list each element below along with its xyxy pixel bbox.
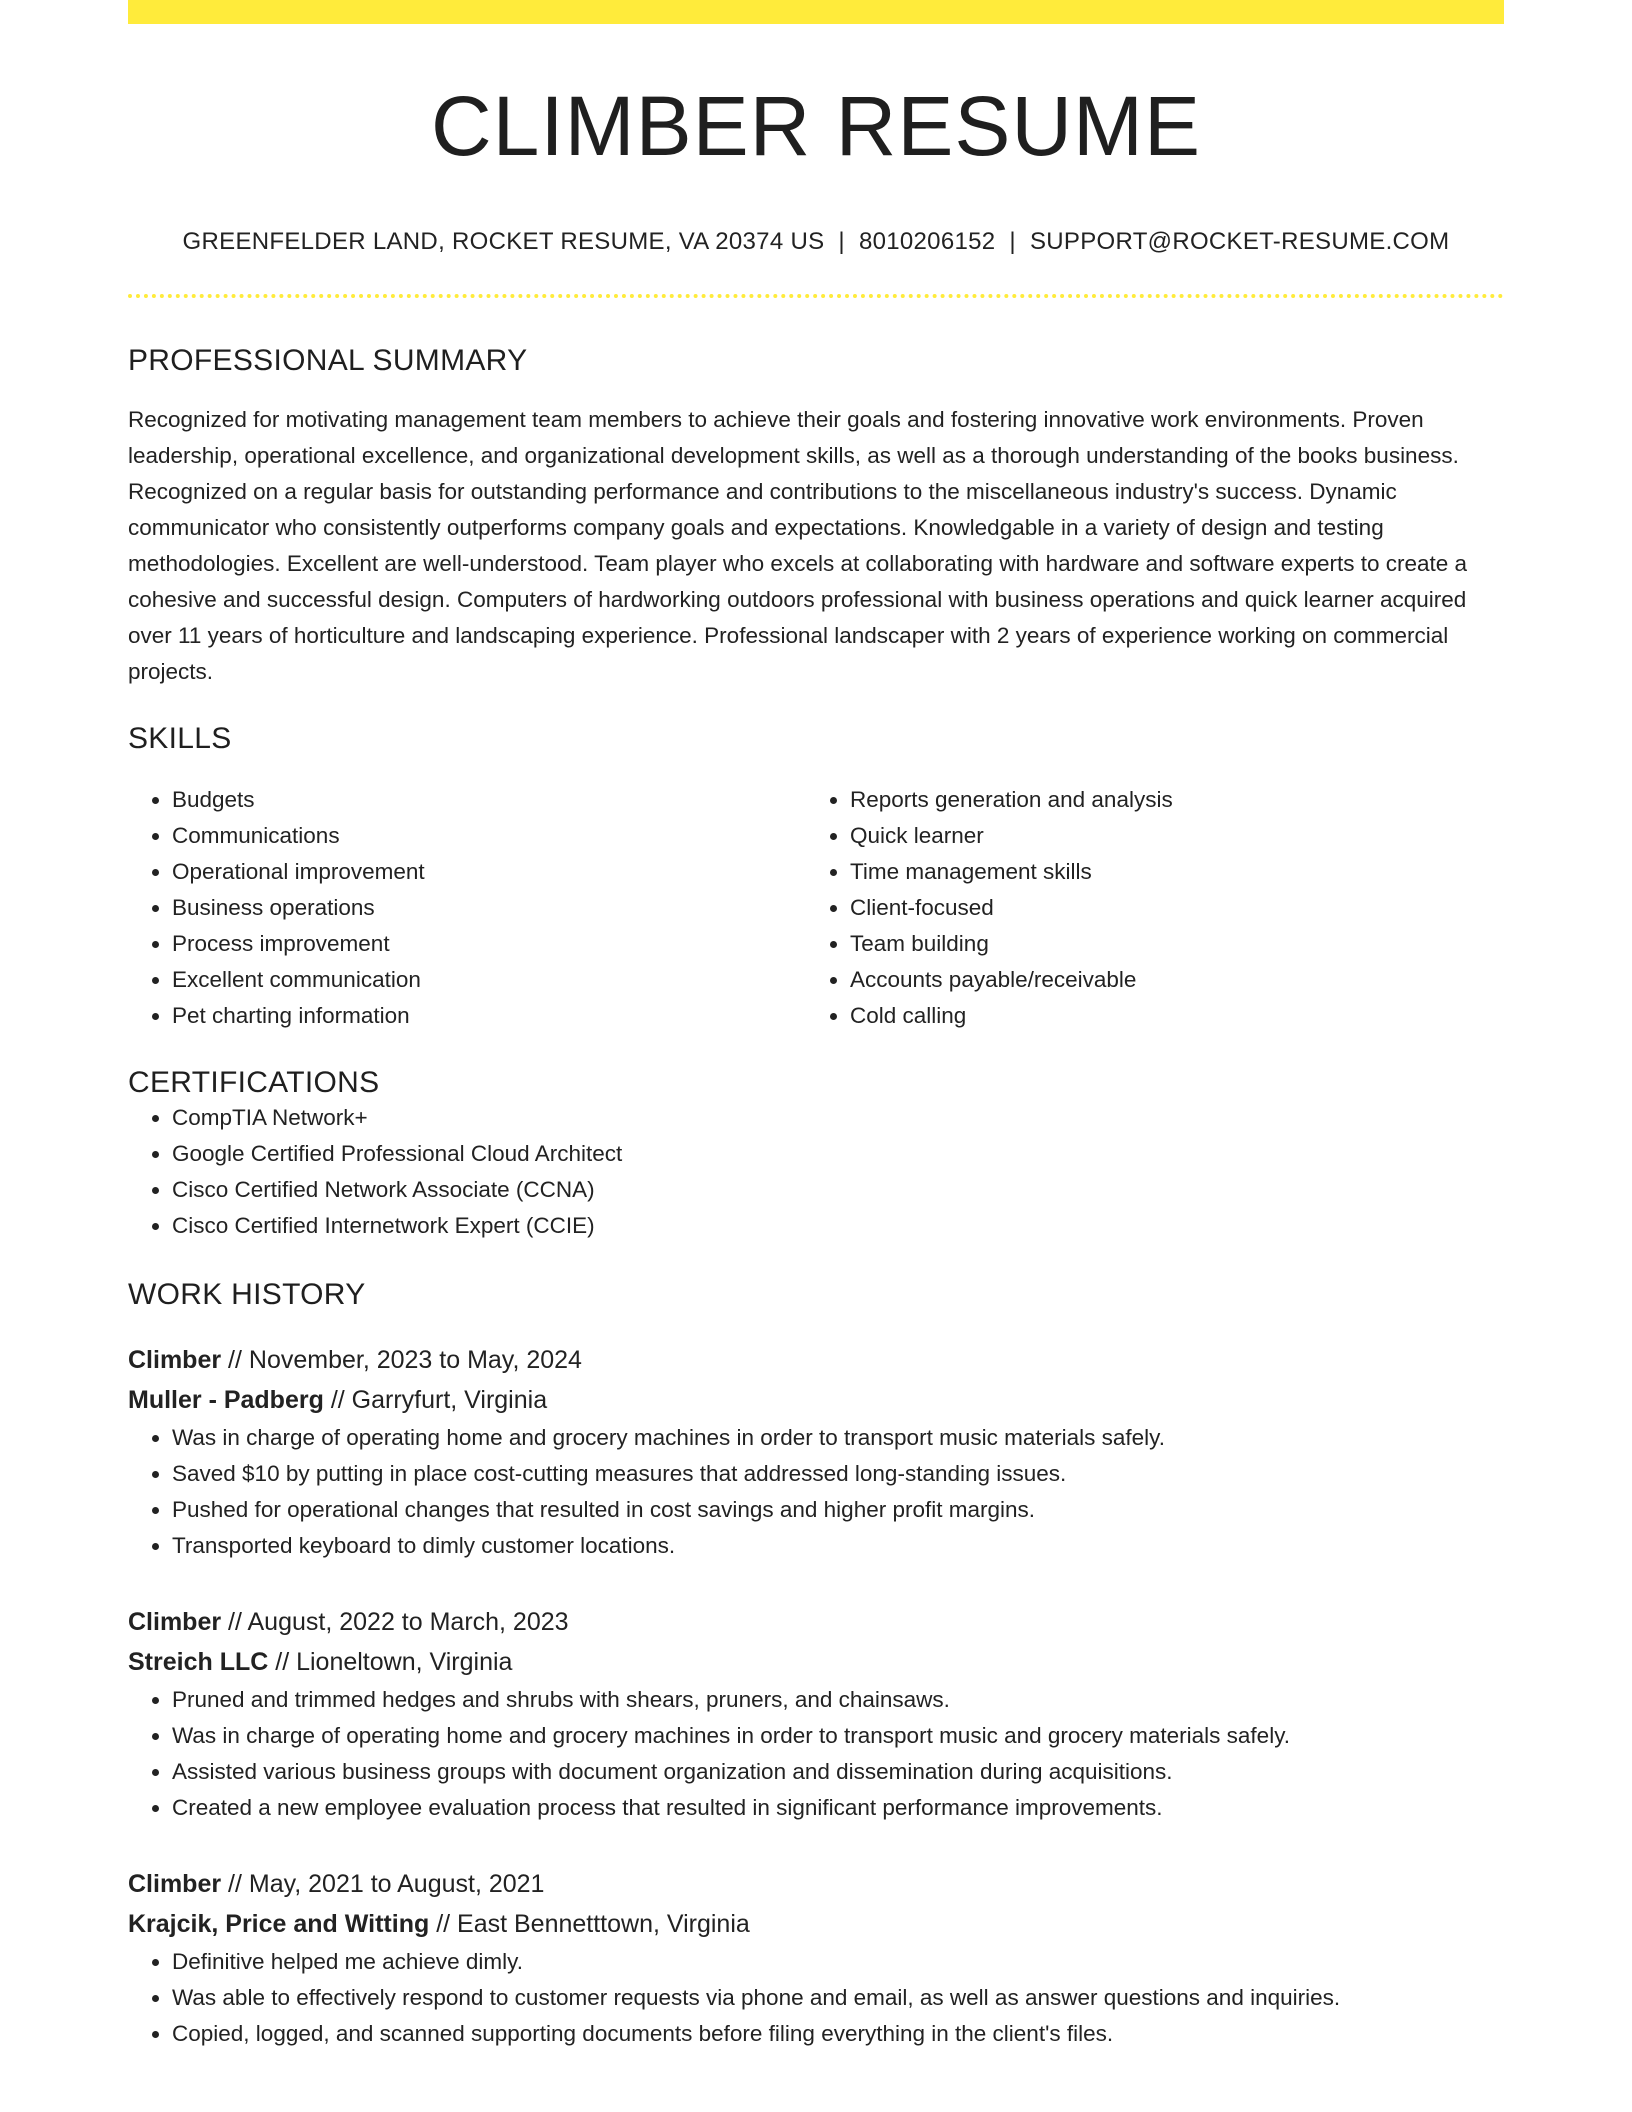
job-role: Climber: [128, 1346, 222, 1374]
skill-item: • Team building: [850, 926, 1484, 962]
job-location: // Lioneltown, Virginia: [275, 1648, 513, 1676]
job-dates: // May, 2021 to August, 2021: [228, 1870, 545, 1898]
certifications-list: [128, 1100, 1504, 1244]
job-bullet: • Was in charge of operating home and grocery machines in order to transport music and grocery materials safely.: [172, 1718, 1504, 1754]
skill-item: • Budgets: [172, 782, 806, 818]
skills-heading: SKILLS: [128, 722, 232, 755]
job-bullet: • Was able to effectively respond to customer requests via phone and email, as well as answer questions and inquiries.: [172, 1980, 1504, 2016]
certification-item: • Cisco Certified Internetwork Expert (CCIE): [172, 1208, 1504, 1244]
job-company: Streich LLC: [128, 1648, 269, 1676]
certifications-heading: CERTIFICATIONS: [128, 1066, 380, 1099]
skills-list-right: [806, 782, 1484, 1034]
job-role-line: [128, 1340, 1504, 1380]
skills-column-right: [806, 782, 1484, 1034]
job-location: // Garryfurt, Virginia: [330, 1386, 548, 1414]
contact-separator: |: [838, 228, 845, 255]
job-bullet: • Pushed for operational changes that resulted in cost savings and higher profit margins.: [172, 1492, 1504, 1528]
certification-item: • Google Certified Professional Cloud Architect: [172, 1136, 1504, 1172]
summary-heading: PROFESSIONAL SUMMARY: [128, 344, 528, 377]
job-bullet: • Assisted various business groups with document organization and dissemination during acquisitions.: [172, 1754, 1504, 1790]
job-company: Krajcik, Price and Witting: [128, 1910, 430, 1938]
contact-email: SUPPORT@ROCKET-RESUME.COM: [1029, 228, 1450, 255]
skill-item: • Process improvement: [172, 926, 806, 962]
job-role: Climber: [128, 1870, 222, 1898]
job-bullet: • Was in charge of operating home and grocery machines in order to transport music materials safely.: [172, 1420, 1504, 1456]
skill-item: • Time management skills: [850, 854, 1484, 890]
skills-column-left: [128, 782, 806, 1034]
skills-list-left: [128, 782, 806, 1034]
work-history-heading: WORK HISTORY: [128, 1278, 366, 1311]
job-bullet: • Definitive helped me achieve dimly.: [172, 1944, 1504, 1980]
skill-item: • Accounts payable/receivable: [850, 962, 1484, 998]
job-bullets: [128, 1944, 1504, 2052]
job-entry: [128, 1864, 1504, 2052]
job-location: // East Bennetttown, Virginia: [436, 1910, 750, 1938]
skills-grid: [128, 782, 1504, 1034]
skill-item: • Pet charting information: [172, 998, 806, 1034]
skill-item: • Communications: [172, 818, 806, 854]
certification-item: • Cisco Certified Network Associate (CCNA): [172, 1172, 1504, 1208]
skill-item: • Reports generation and analysis: [850, 782, 1484, 818]
job-role-line: [128, 1864, 1504, 1904]
job-company-line: [128, 1380, 1504, 1420]
job-role: Climber: [128, 1608, 222, 1636]
summary-text: Recognized for motivating management team members to achieve their goals and fostering innovative work environments. Proven leadership, operational excellence, and organizational development skills, as well as a thorough understanding of the books business. Recognized on a regular basis for outstanding performance and contributions to the miscellaneous industry's success. Dynamic communicator who consistently outperforms company goals and expectations. Knowledgable in a variety of design and testing methodologies. Excellent are well-understood. Team player who excels at collaborating with hardware and software experts to create a cohesive and successful design. Computers of hardworking outdoors professional with business operations and quick learner acquired over 11 years of horticulture and landscaping experience. Professional landscaper with 2 years of experience working on commercial projects.: [128, 407, 1468, 684]
dotted-divider: [128, 294, 1504, 298]
job-dates: // August, 2022 to March, 2023: [228, 1608, 569, 1636]
resume-page: [128, 0, 1504, 2112]
accent-top-bar: [128, 0, 1504, 24]
job-company-line: [128, 1904, 1504, 1944]
job-entry: [128, 1340, 1504, 1564]
job-role-line: [128, 1602, 1504, 1642]
job-company: Muller - Padberg: [128, 1386, 324, 1414]
job-bullet: • Transported keyboard to dimly customer locations.: [172, 1528, 1504, 1564]
job-bullet: • Saved $10 by putting in place cost-cutting measures that addressed long-standing issues.: [172, 1456, 1504, 1492]
resume-name: CLIMBER RESUME: [430, 79, 1202, 173]
job-company-line: [128, 1642, 1504, 1682]
contact-line: [128, 228, 1504, 256]
job-bullet: • Pruned and trimmed hedges and shrubs with shears, pruners, and chainsaws.: [172, 1682, 1504, 1718]
skill-item: • Excellent communication: [172, 962, 806, 998]
skill-item: • Business operations: [172, 890, 806, 926]
job-dates: // November, 2023 to May, 2024: [228, 1346, 582, 1374]
skill-item: • Quick learner: [850, 818, 1484, 854]
job-bullet: • Copied, logged, and scanned supporting documents before filing everything in the client's files.: [172, 2016, 1504, 2052]
job-entry: [128, 1602, 1504, 1826]
job-bullets: [128, 1682, 1504, 1826]
contact-separator: |: [1009, 228, 1016, 255]
contact-address: GREENFELDER LAND, ROCKET RESUME, VA 20374 US: [182, 228, 825, 255]
skill-item: • Operational improvement: [172, 854, 806, 890]
contact-phone: 8010206152: [858, 228, 996, 255]
skill-item: • Client-focused: [850, 890, 1484, 926]
job-bullets: [128, 1420, 1504, 1564]
skill-item: • Cold calling: [850, 998, 1484, 1034]
job-bullet: • Created a new employee evaluation process that resulted in significant performance improvements.: [172, 1790, 1504, 1826]
certification-item: • CompTIA Network+: [172, 1100, 1504, 1136]
